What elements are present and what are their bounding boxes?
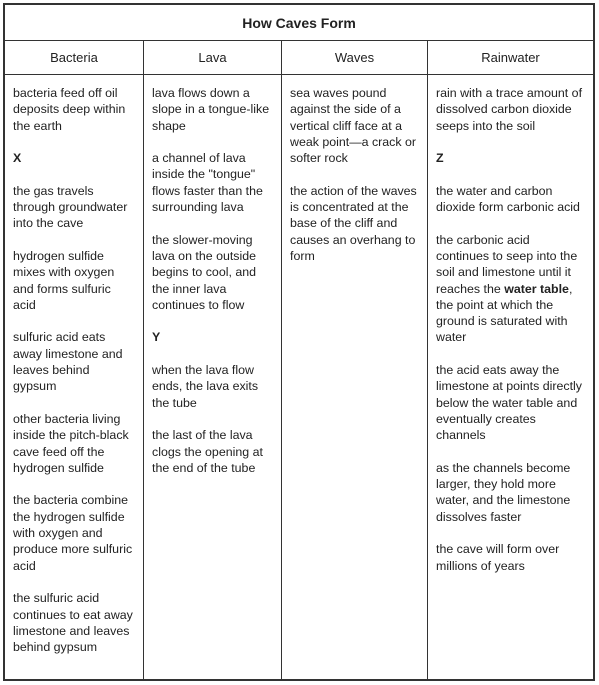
table-body (5, 75, 593, 680)
caves-table (3, 3, 595, 681)
table-title: How Caves Form (5, 5, 593, 41)
cell-text: the gas travels through groundwater into the cave (13, 183, 128, 231)
cell-text: rain with a trace amount of dissolved carbon dioxide seeps into the soil (436, 86, 583, 133)
cell-text: when the lava flow ends, the lava exits the tube (152, 363, 259, 410)
cell-text: the slower-moving lava on the outside begins to cool, and the inner lava continues to flow (152, 232, 257, 312)
cell-text: sulfuric acid eats away limestone and leaves behind gypsum (13, 330, 123, 394)
column-waves (282, 75, 428, 680)
cell-text: the cave will form over millions of years (436, 542, 560, 573)
cell-text: hydrogen sulfide mixes with oxygen and forms sulfuric acid (13, 248, 115, 312)
cell-text: the sulfuric acid continues to eat away limestone and leaves behind gypsum (13, 591, 133, 655)
column-bacteria (5, 75, 144, 680)
cell-text: the action of the waves is concentrated at the base of the cliff and causes an overhang to form (290, 183, 417, 263)
cell-text: the bacteria combine the hydrogen sulfide with oxygen and produce more sulfuric acid (13, 493, 133, 573)
cell-text: the acid eats away the limestone at points directly below the water table and eventually creates channels (436, 363, 583, 443)
step-marker-y: Y (152, 330, 161, 345)
column-lava (144, 75, 282, 680)
column-rainwater (428, 75, 593, 680)
header-waves: Waves (282, 41, 428, 74)
cell-text: the last of the lava clogs the opening at the end of the tube (152, 428, 263, 475)
step-marker-x: X (13, 151, 22, 166)
cell-text: the water and carbon dioxide form carbonic acid (436, 183, 580, 215)
cell-text: lava flows down a slope in a tongue-like shape (152, 86, 270, 133)
cell-text: bacteria feed off oil deposits deep within the earth (13, 86, 126, 133)
cell-text: other bacteria living inside the pitch-black cave feed off the hydrogen sulfide (13, 411, 129, 475)
header-row (5, 41, 593, 75)
step-marker-z: Z (436, 151, 444, 166)
header-bacteria: Bacteria (5, 41, 144, 74)
cell-text-water-table (436, 232, 585, 346)
text-after: , the point at which the ground is saturated with water (436, 281, 573, 345)
text-before: the carbonic acid continues to seep into the soil and limestone until it reaches the (436, 232, 578, 296)
cell-text: a channel of lava inside the "tongue" flows faster than the surrounding lava (152, 151, 263, 215)
header-rainwater: Rainwater (481, 50, 540, 65)
cell-text: as the channels become larger, they hold more water, and the limestone dissolves faster (436, 460, 571, 524)
header-lava: Lava (144, 41, 282, 74)
cell-text: sea waves pound against the side of a vertical cliff face at a weak point—a crack or softer rock (290, 86, 417, 166)
water-table-term: water table (504, 281, 569, 296)
